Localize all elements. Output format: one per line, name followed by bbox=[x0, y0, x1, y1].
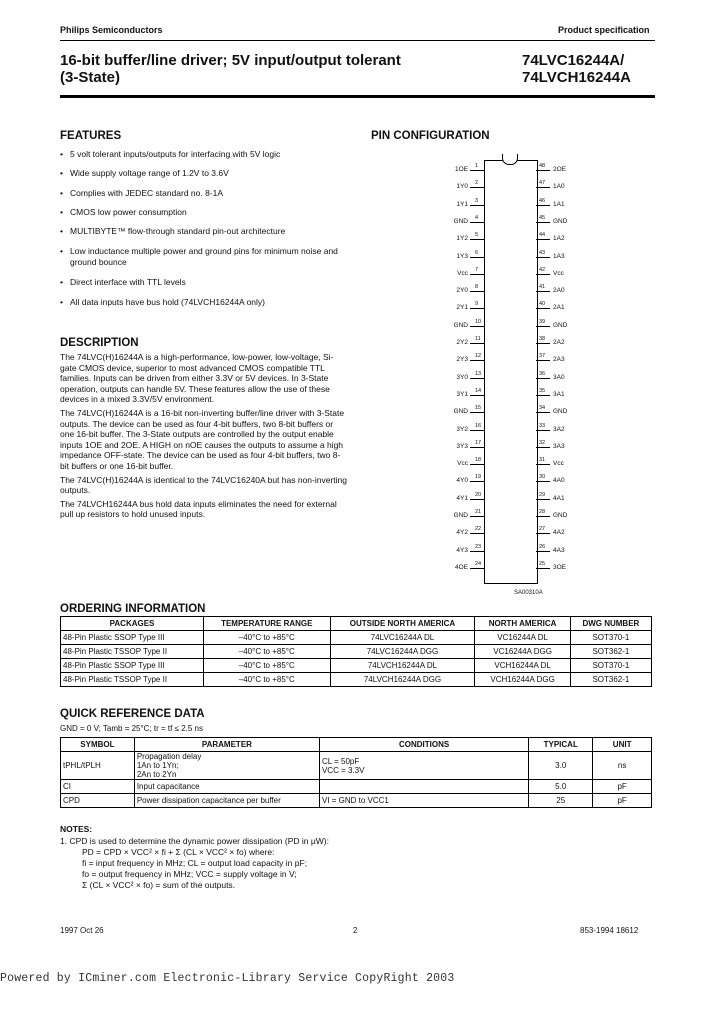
pin-left-num: 23 bbox=[475, 543, 482, 550]
pin-right-line bbox=[536, 170, 550, 171]
description-paragraph: The 74LVC(H)16244A is a 16-bit non-inverting buffer/line driver with 3-State outputs. The device can be used as four 4-bit buffers, two 8-bit buffers or one 16-bit buffer. The 3-State outputs are controlled by the output enable inputs 1OE and 2OE. A HIGH on nOE causes the outputs to assume a high impedance OFF-state. The device can be used as four 4-bit buffers, two 8-bit buffers or one 16-bit buffer. bbox=[60, 407, 345, 471]
pin-left-line bbox=[470, 395, 484, 396]
pin-right-line bbox=[536, 222, 550, 223]
part-line2: 74LVCH16244A bbox=[522, 69, 631, 86]
pin-left-num: 5 bbox=[475, 232, 479, 239]
table-row bbox=[61, 659, 652, 673]
pin-right-name: 4A0 bbox=[553, 477, 565, 485]
description-paragraph: The 74LVCH16244A bus hold data inputs eliminates the need for external pull up resistors to hold unused inputs. bbox=[60, 498, 337, 520]
pin-left-name: GND bbox=[453, 217, 468, 225]
pin-right-name: GND bbox=[553, 512, 568, 519]
doc-type: Product specification bbox=[558, 25, 650, 35]
table-cell: 48-Pin Plastic TSSOP Type II bbox=[61, 673, 204, 687]
pin-right-line bbox=[536, 464, 550, 465]
pin-left-name: 3Y0 bbox=[456, 373, 468, 381]
pin-diagram bbox=[440, 158, 590, 598]
pin-right-name: 4A3 bbox=[553, 546, 565, 554]
table-cell: ns bbox=[593, 752, 652, 780]
footer-date: 1997 Oct 26 bbox=[60, 926, 104, 935]
bullet-icon: • bbox=[60, 297, 63, 307]
pin-config-heading: PIN CONFIGURATION bbox=[371, 130, 490, 142]
table-cell: 25 bbox=[529, 794, 593, 808]
quickref-col-header: SYMBOL bbox=[61, 738, 135, 752]
feature-item bbox=[60, 246, 360, 268]
pin-right-line bbox=[536, 257, 550, 258]
pin-right-num: 25 bbox=[539, 560, 546, 567]
pin-left-line bbox=[470, 551, 484, 552]
table-cell: 5.0 bbox=[529, 780, 593, 794]
pin-right-num: 35 bbox=[539, 387, 546, 394]
ordering-table bbox=[60, 616, 652, 687]
pin-left-name: 4Y0 bbox=[456, 477, 468, 485]
ic-body bbox=[484, 160, 538, 584]
notes-heading: NOTES: bbox=[60, 824, 93, 834]
ordering-col-header: DWG NUMBER bbox=[570, 617, 651, 631]
pin-left-line bbox=[470, 291, 484, 292]
pin-left-line bbox=[470, 308, 484, 309]
table-cell: SOT370-1 bbox=[570, 631, 651, 645]
pin-left-num: 13 bbox=[475, 370, 482, 377]
bullet-icon: • bbox=[60, 246, 63, 256]
description-body bbox=[60, 352, 348, 523]
pin-right-num: 36 bbox=[539, 370, 546, 377]
pin-left-line bbox=[470, 205, 484, 206]
pin-right-name: 4A1 bbox=[553, 494, 565, 502]
pin-left-line bbox=[470, 326, 484, 327]
pin-left-num: 21 bbox=[475, 509, 482, 515]
pin-left-num: 4 bbox=[475, 214, 479, 221]
table-row bbox=[61, 645, 652, 659]
description-paragraph: The 74LVC(H)16244A is identical to the 74LVC16240A but has non-inverting outputs. bbox=[60, 474, 347, 496]
pin-right-line bbox=[536, 412, 550, 413]
header-rule-top bbox=[60, 40, 655, 41]
pin-left-line bbox=[470, 447, 484, 448]
pin-right-name: 3A0 bbox=[553, 373, 565, 381]
table-cell: 3.0 bbox=[529, 752, 593, 780]
ordering-col-header: PACKAGES bbox=[61, 617, 204, 631]
quickref-table bbox=[60, 737, 652, 808]
feature-text: CMOS low power consumption bbox=[70, 207, 187, 217]
table-row bbox=[61, 780, 652, 794]
pin-right-name: 1A2 bbox=[553, 235, 565, 243]
feature-item bbox=[60, 297, 360, 319]
table-cell: CI bbox=[61, 780, 135, 794]
pin-left-line bbox=[470, 274, 484, 275]
pin-right-name: 2OE bbox=[553, 166, 567, 173]
table-cell: VCH16244A DGG bbox=[475, 673, 570, 687]
table-cell: CL = 50pF VCC = 3.3V bbox=[319, 752, 528, 780]
pin-right-num: 39 bbox=[539, 318, 546, 325]
pin-left-line bbox=[470, 568, 484, 569]
pin-left-name: 2Y3 bbox=[456, 356, 468, 364]
pin-left-name: GND bbox=[453, 321, 468, 329]
pin-left-num: 11 bbox=[475, 336, 481, 342]
quickref-col-header: CONDITIONS bbox=[319, 738, 528, 752]
description-paragraph: The 74LVC(H)16244A is a high-performance, low-power, low-voltage, Si-gate CMOS device, superior to most advanced CMOS compatible TTL families. Inputs can be driven from either 3.3V or 5V devices. In 3-State operation, outputs can handle 5V. These features allow the use of these devices in a mixed 3.3V/5V environment. bbox=[60, 352, 334, 405]
pin-left-name: GND bbox=[453, 408, 468, 416]
pin-right-num: 32 bbox=[539, 439, 546, 446]
pin-right-line bbox=[536, 378, 550, 379]
pin-right-num: 33 bbox=[539, 422, 546, 429]
title-line2: (3-State) bbox=[60, 69, 121, 86]
table-row bbox=[61, 673, 652, 687]
table-cell: pF bbox=[593, 794, 652, 808]
table-cell: SOT370-1 bbox=[570, 659, 651, 673]
pin-right-num: 40 bbox=[539, 301, 546, 308]
table-cell: 74LVCH16244A DL bbox=[330, 659, 475, 673]
feature-text: Direct interface with TTL levels bbox=[70, 277, 186, 287]
pin-right-name: GND bbox=[553, 408, 568, 416]
pin-right-line bbox=[536, 205, 550, 206]
pin-right-name: 1A3 bbox=[553, 252, 565, 260]
feature-item bbox=[60, 277, 360, 299]
pin-left-name: 4Y3 bbox=[456, 546, 468, 554]
pin-left-line bbox=[470, 464, 484, 465]
watermark-text: Powered by ICminer.com Electronic-Library Service CopyRight 2003 bbox=[0, 972, 455, 985]
pin-right-line bbox=[536, 533, 550, 534]
table-cell: –40°C to +85°C bbox=[204, 631, 330, 645]
feature-text: 5 volt tolerant inputs/outputs for interfacing with 5V logic bbox=[70, 149, 281, 159]
pin-right-num: 28 bbox=[539, 509, 546, 515]
pin-left-num: 12 bbox=[475, 353, 482, 360]
pin-right-num: 26 bbox=[539, 543, 546, 550]
table-cell: SOT362-1 bbox=[570, 645, 651, 659]
pin-right-line bbox=[536, 291, 550, 292]
pin-left-num: 20 bbox=[475, 491, 482, 498]
pin-left-line bbox=[470, 170, 484, 171]
pin-right-line bbox=[536, 499, 550, 500]
pin-right-line bbox=[536, 308, 550, 309]
pin-right-num: 46 bbox=[539, 197, 546, 204]
quickref-col-header: TYPICAL bbox=[529, 738, 593, 752]
table-cell: 48-Pin Plastic SSOP Type III bbox=[61, 631, 204, 645]
ordering-col-header: OUTSIDE NORTH AMERICA bbox=[330, 617, 475, 631]
quickref-heading: QUICK REFERENCE DATA bbox=[60, 708, 205, 720]
footer-code: 853-1994 18612 bbox=[580, 926, 639, 935]
table-row bbox=[61, 752, 652, 780]
pin-left-name: 4OE bbox=[454, 563, 468, 571]
table-cell: tPHL/tPLH bbox=[61, 752, 135, 780]
table-cell: 74LVC16244A DL bbox=[330, 631, 475, 645]
pin-left-name: 4Y2 bbox=[456, 529, 468, 537]
table-cell: 74LVCH16244A DGG bbox=[330, 673, 475, 687]
table-cell: 74LVC16244A DGG bbox=[330, 645, 475, 659]
pin-left-line bbox=[470, 378, 484, 379]
pin-left-num: 18 bbox=[475, 457, 482, 464]
pin-right-num: 48 bbox=[539, 163, 546, 169]
pin-right-num: 29 bbox=[539, 491, 546, 498]
table-cell: Propagation delay 1An to 1Yn; 2An to 2Yn bbox=[134, 752, 319, 780]
pin-left-name: GND bbox=[453, 512, 468, 519]
pin-right-num: 31 bbox=[539, 457, 546, 464]
pin-left-line bbox=[470, 516, 484, 517]
pin-left-line bbox=[470, 360, 484, 361]
pin-right-num: 43 bbox=[539, 249, 546, 256]
table-cell: –40°C to +85°C bbox=[204, 673, 330, 687]
ordering-heading: ORDERING INFORMATION bbox=[60, 603, 206, 615]
pin-left-num: 2 bbox=[475, 180, 479, 187]
feature-item bbox=[60, 226, 360, 248]
table-row bbox=[61, 631, 652, 645]
pin-right-name: 3A2 bbox=[553, 425, 565, 433]
pin-left-num: 14 bbox=[475, 387, 482, 394]
table-cell bbox=[319, 780, 528, 794]
pin-right-line bbox=[536, 516, 550, 517]
bullet-icon: • bbox=[60, 226, 63, 236]
pin-left-num: 6 bbox=[475, 249, 479, 256]
pin-left-name: 1Y3 bbox=[456, 252, 468, 260]
pin-left-line bbox=[470, 239, 484, 240]
pin-left-num: 9 bbox=[475, 301, 479, 308]
note-line: 1. CPD is used to determine the dynamic power dissipation (PD in μW): bbox=[60, 836, 329, 846]
title-line1: 16-bit buffer/line driver; 5V input/output tolerant bbox=[60, 52, 401, 69]
table-row bbox=[61, 794, 652, 808]
description-heading: DESCRIPTION bbox=[60, 337, 139, 349]
pin-left-name: 1Y0 bbox=[456, 183, 468, 191]
pin-right-line bbox=[536, 481, 550, 482]
pin-left-num: 22 bbox=[475, 526, 482, 533]
header-rule-bottom bbox=[60, 95, 655, 98]
pin-right-line bbox=[536, 430, 550, 431]
pin-right-num: 34 bbox=[539, 405, 546, 412]
note-line: fo = output frequency in MHz; VCC = supply voltage in V; bbox=[82, 869, 297, 879]
pin-left-num: 1 bbox=[475, 163, 479, 169]
pin-left-name: Vcc bbox=[457, 460, 468, 468]
pin-left-name: 2Y0 bbox=[456, 287, 468, 295]
note-line: PD = CPD × VCC² × fi + Σ (CL × VCC² × fo) where: bbox=[82, 847, 275, 857]
table-cell: VCH16244A DL bbox=[475, 659, 570, 673]
pin-left-num: 3 bbox=[475, 197, 479, 204]
pin-right-num: 38 bbox=[539, 336, 546, 342]
bullet-icon: • bbox=[60, 188, 63, 198]
pin-right-name: 1A1 bbox=[553, 200, 565, 208]
pin-right-name: Vcc bbox=[553, 460, 564, 468]
pin-right-line bbox=[536, 239, 550, 240]
pin-right-num: 47 bbox=[539, 180, 546, 187]
bullet-icon: • bbox=[60, 207, 63, 217]
pin-right-num: 41 bbox=[539, 284, 546, 291]
pin-left-name: 3Y1 bbox=[456, 390, 468, 398]
pin-left-name: Vcc bbox=[457, 269, 468, 277]
table-cell: 48-Pin Plastic TSSOP Type II bbox=[61, 645, 204, 659]
pin-right-name: 2A0 bbox=[553, 287, 565, 295]
table-cell: CPD bbox=[61, 794, 135, 808]
pin-left-line bbox=[470, 499, 484, 500]
features-heading: FEATURES bbox=[60, 130, 122, 142]
pin-right-line bbox=[536, 343, 550, 344]
note-line: fi = input frequency in MHz; CL = output load capacity in pF; bbox=[82, 858, 308, 868]
pin-right-line bbox=[536, 360, 550, 361]
pin-right-name: GND bbox=[553, 217, 568, 225]
bullet-icon: • bbox=[60, 168, 63, 178]
pin-left-line bbox=[470, 257, 484, 258]
pin-left-name: 2Y2 bbox=[456, 339, 468, 346]
table-cell: Input capacitance bbox=[134, 780, 319, 794]
pin-right-name: 3A1 bbox=[553, 390, 565, 398]
table-cell: VC16244A DL bbox=[475, 631, 570, 645]
feature-text: All data inputs have bus hold (74LVCH16244A only) bbox=[70, 297, 265, 307]
pin-left-line bbox=[470, 412, 484, 413]
pin-right-line bbox=[536, 551, 550, 552]
pin-right-line bbox=[536, 395, 550, 396]
pin-left-num: 8 bbox=[475, 284, 479, 291]
pin-left-num: 7 bbox=[475, 266, 479, 273]
quickref-col-header: PARAMETER bbox=[134, 738, 319, 752]
pin-left-name: 2Y1 bbox=[456, 304, 468, 312]
pin-right-line bbox=[536, 187, 550, 188]
feature-item bbox=[60, 168, 360, 190]
pin-left-num: 19 bbox=[475, 474, 482, 481]
pin-left-line bbox=[470, 222, 484, 223]
footer-page: 2 bbox=[353, 926, 358, 935]
table-cell: 48-Pin Plastic SSOP Type III bbox=[61, 659, 204, 673]
pin-left-line bbox=[470, 481, 484, 482]
table-cell: SOT362-1 bbox=[570, 673, 651, 687]
part-line1: 74LVC16244A/ bbox=[522, 52, 625, 69]
pin-right-name: GND bbox=[553, 321, 568, 329]
pin-left-name: 4Y1 bbox=[456, 494, 468, 502]
quickref-col-header: UNIT bbox=[593, 738, 652, 752]
table-cell: Power dissipation capacitance per buffer bbox=[134, 794, 319, 808]
pin-right-name: 1A0 bbox=[553, 183, 565, 191]
pin-right-name: 2A1 bbox=[553, 304, 565, 312]
notes-body bbox=[60, 836, 329, 891]
pin-left-name: 1Y2 bbox=[456, 235, 468, 243]
pin-left-name: 1Y1 bbox=[456, 200, 468, 208]
pin-left-line bbox=[470, 187, 484, 188]
table-cell: VI = GND to VCC1 bbox=[319, 794, 528, 808]
company-name: Philips Semiconductors bbox=[60, 25, 163, 35]
pin-right-name: 2A2 bbox=[553, 339, 565, 346]
pin-right-num: 30 bbox=[539, 474, 546, 481]
pin-left-name: 1OE bbox=[454, 166, 468, 173]
pin-left-num: 17 bbox=[475, 439, 482, 446]
feature-text: Low inductance multiple power and ground pins for minimum noise and ground bounce bbox=[70, 246, 338, 267]
feature-text: Wide supply voltage range of 1.2V to 3.6V bbox=[70, 168, 229, 178]
pin-right-name: 3OE bbox=[553, 563, 567, 571]
feature-text: Complies with JEDEC standard no. 8-1A bbox=[70, 188, 224, 198]
pin-right-num: 45 bbox=[539, 214, 546, 221]
pin-left-num: 24 bbox=[475, 560, 482, 567]
pin-right-num: 37 bbox=[539, 353, 546, 360]
pin-left-line bbox=[470, 430, 484, 431]
pin-left-num: 15 bbox=[475, 405, 482, 412]
pin-right-name: 2A3 bbox=[553, 356, 565, 364]
pin-right-num: 42 bbox=[539, 266, 546, 273]
pin-right-line bbox=[536, 274, 550, 275]
table-cell: VC16244A DGG bbox=[475, 645, 570, 659]
pin-right-num: 44 bbox=[539, 232, 546, 239]
pin-right-name: 3A3 bbox=[553, 442, 565, 450]
table-cell: –40°C to +85°C bbox=[204, 659, 330, 673]
pin-right-line bbox=[536, 326, 550, 327]
note-line: Σ (CL × VCC² × fo) = sum of the outputs. bbox=[82, 880, 236, 890]
pin-right-line bbox=[536, 447, 550, 448]
pin-right-name: 4A2 bbox=[553, 529, 565, 537]
table-cell: pF bbox=[593, 780, 652, 794]
pin-right-line bbox=[536, 568, 550, 569]
pin-left-line bbox=[470, 343, 484, 344]
pin-left-name: 3Y3 bbox=[456, 442, 468, 450]
ordering-col-header: NORTH AMERICA bbox=[475, 617, 570, 631]
ordering-col-header: TEMPERATURE RANGE bbox=[204, 617, 330, 631]
pin-right-name: Vcc bbox=[553, 269, 564, 277]
pin-right-num: 27 bbox=[539, 526, 546, 533]
pin-left-num: 10 bbox=[475, 318, 482, 325]
feature-text: MULTIBYTE™ flow-through standard pin-out architecture bbox=[70, 226, 286, 236]
table-cell: –40°C to +85°C bbox=[204, 645, 330, 659]
bullet-icon: • bbox=[60, 277, 63, 287]
pin-left-line bbox=[470, 533, 484, 534]
bullet-icon: • bbox=[60, 149, 63, 159]
figure-code: SA00310A bbox=[514, 590, 543, 596]
quickref-conditions: GND = 0 V; Tamb = 25°C; tr = tf ≤ 2.5 ns bbox=[60, 724, 203, 733]
pin-left-num: 16 bbox=[475, 422, 482, 429]
pin-left-name: 3Y2 bbox=[456, 425, 468, 433]
